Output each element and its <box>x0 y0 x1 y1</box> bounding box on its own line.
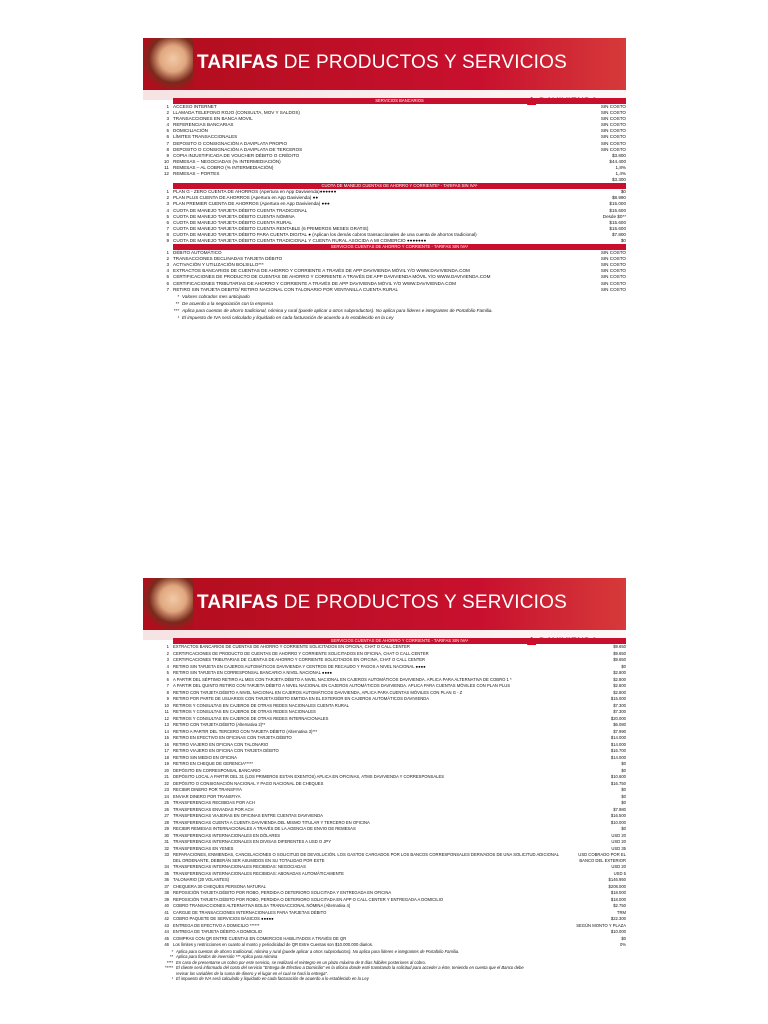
row-description: CERTIFICACIONES TRIBUTARIAS DE CUENTAS DE AHORRO Y CORRIENTE SOLICITADOS EN OFICINA, CHAT O CALL CENTER <box>173 657 426 662</box>
row-description: LÍMITES TRANSACCIONALES <box>173 134 238 140</box>
row-number: 4 <box>166 268 169 274</box>
footnote-marker: *** <box>173 307 179 313</box>
row-description: RETIRO SIN TARJETA EN CORRESPONSAL BANCARIO A NIVEL NACIONAL ●●●● <box>173 670 333 675</box>
row-description: PLAN PREMIER CUENTA DE AHORROS (Apertura en App Davivienda) ●●● <box>173 201 330 207</box>
row-description: CUOTA DE MANEJO TARJETA DÉBITO PARA CUENTA DIGITAL ● (Aplican los demás cobros transaccionales de una cuenta de ahorros tradicional) <box>173 231 477 237</box>
row-number: 6 <box>166 280 169 286</box>
row-value: USD COBRADO POR EL BANCO DEL EXTERIOR <box>578 852 626 863</box>
row-description: REFERENCIAS BANCARIAS <box>173 122 234 128</box>
row-value: SIN COSTO <box>600 116 626 122</box>
tariff-table-2 <box>143 638 626 982</box>
row-description: TRANSFERENCIAS INTERNACIONALES RECIBIDAS: NEGOCIADAS <box>173 864 306 869</box>
row-number: 8 <box>166 146 169 152</box>
row-number: 6 <box>166 134 169 140</box>
row-number: 26 <box>164 806 169 812</box>
row-number: 5 <box>166 213 169 219</box>
row-value: $0 <box>621 793 626 799</box>
header-banner <box>143 578 626 630</box>
row-number: 2 <box>166 110 169 116</box>
row-description: DEPÓSITO LOCAL A PARTIR DEL 31 (LOS PRIMEROS ESTAN EXENTOS) APLICA EN OFICINAS, ATMS DAVIVIENDA Y CORRESPONSALES <box>173 774 445 779</box>
row-description: COBRO TRANSACCIONES ALTERNATIVA BOLSA TRANSACCIONAL NÓMINA (Alternativa 4) <box>173 903 351 908</box>
row-number: 8 <box>166 231 169 237</box>
row-number: 1 <box>166 104 169 109</box>
row-number: 46 <box>164 942 169 947</box>
row-value: TRM <box>616 909 626 915</box>
row-value: $16.700 <box>610 748 626 753</box>
row-description: RETIRO SIN TARJETA DEBITO/ RETIRO NACIONAL CON TALONARIO POR VENTANILLA CUENTA RURAL <box>173 286 399 292</box>
row-number: 25 <box>164 800 169 805</box>
row-description: DEPÓSITO O CONSIGNACIÓN NACIONAL Y PAGO NACIONAL DE CHEQUES <box>173 780 324 786</box>
row-description: A PARTIR DEL QUINTO RETIRO CON TARJETA DÉBITO A NIVEL NACIONAL EN CAJEROS AUTOMÁTICOS DAVIVIENDA. APLICA PARA CUENTAS MÓVILES CON PLAN PLUS <box>173 683 511 688</box>
row-value: $2.750 <box>613 903 626 908</box>
footnote-marker: ***** <box>164 965 173 971</box>
tariff-table-1 <box>143 98 626 321</box>
row-number: 28 <box>164 819 169 825</box>
row-description: DÉBITO AUTOMÁTICO <box>173 250 222 256</box>
row-description: COBRO PAQUETE DE SERVICIOS BÁSICOS ●●●●● <box>173 916 274 921</box>
row-number: 39 <box>164 896 169 902</box>
table-row <box>143 287 626 293</box>
row-number: 23 <box>164 787 169 792</box>
row-description: CUOTA DE MANEJO TARJETA DÉBITO CUENTA TRADICIONAL <box>173 207 308 213</box>
row-description: COMPRAS CON QR ENTRE CUENTAS EN COMERCIOS HABILITADOS A TRAVÉS DE QR <box>173 935 347 941</box>
row-number: 3 <box>166 201 169 207</box>
row-value: Desde $0** <box>602 213 626 219</box>
row-value: $16.500 <box>610 813 626 818</box>
row-description: ENVIAR DINERO POR TRANSFIYA <box>173 793 241 799</box>
row-description: EXTRACTOS BANCARIOS DE CUENTAS DE AHORRO Y CORRIENTE A TRAVÉS DE APP DAVIVIENDA MÓVIL Y/O WWW.DAVIVIENDA.COM <box>173 268 470 274</box>
row-number: 17 <box>164 748 169 753</box>
row-number: 21 <box>164 774 169 779</box>
row-description: ACTIVACIÓN Y UTILIZACIÓN BOLSILLO*** <box>173 262 264 268</box>
row-description: ENTREGA DE TARJETA DÉBITO A DOMICILIO <box>173 929 263 934</box>
row-value: $20.000 <box>610 715 626 721</box>
section-header: SERVICIOS CUENTAS DE AHORRO Y CORRIENTE - TARIFAS SIN IVA¹ <box>173 638 626 644</box>
tariff-page-1 <box>143 38 626 320</box>
footnote-text: Aplica para cuentas de ahorro tradicional, nómina y rural (puede aplicar a otros subproductos). No aplica para líderes e integrantes de Portafolio Familia. <box>182 307 493 313</box>
row-number: 35 <box>164 870 169 876</box>
row-value: $0 <box>621 787 626 792</box>
footnote-marker: ¹ <box>177 314 179 320</box>
footnote-text: El impuesto de IVA será calculado y liquidado en cada facturación de acuerdo a lo establecido en la Ley <box>176 976 369 982</box>
row-description: PLAN PLUS CUENTA DE AHORROS (Apertura en App Davivienda) ●● <box>173 195 319 201</box>
row-number: 32 <box>164 845 169 851</box>
row-description: DEPOSITO O CONSIGNACIÓN A DAVIPLATA DE TERCEROS <box>173 146 303 152</box>
row-description: CUOTA DE MANEJO TARJETA DÉBITO CUENTA NÓMINA <box>173 213 295 219</box>
section-header: SERVICIOS BANCARIOS <box>173 98 626 104</box>
row-description: TRANSFERENCIAS INTERNACIONALES RECIBIDAS: ABONADAS AUTOMÁTICAMENTE <box>173 870 344 876</box>
footnote-text: En caso de presentarse un cobro por este servicio, se realizará el reintegro en un plazo máximo de 8 días hábiles posteriores al cobro. <box>176 959 426 965</box>
row-description: CUOTA DE MANEJO TARJETA DÉBITO CUENTA RENTABLE (6 PRIMEROS MESES GRATIS) <box>173 225 369 231</box>
row-value: 1,4% <box>615 171 626 177</box>
row-description: REMESAS – NEGOCIADAS (% INTERMEDIACIÓN) <box>173 158 281 164</box>
row-value: $18.000 <box>610 890 626 895</box>
row-description: TRANSFERENCIAS EN YENES <box>173 845 234 851</box>
row-value: SIN COSTO <box>600 274 626 280</box>
row-number: 38 <box>164 890 169 895</box>
footnote-text: revisar las variables de la suma de dinero y el lugar en el cual se hará la entrega". <box>176 970 329 976</box>
row-number: 2 <box>166 650 169 656</box>
row-description: Los límites y restricciones en cuanto al monto y periodicidad de QR Entre Cuentas son $10.000.000 diarios. <box>173 942 373 947</box>
footnote-text: Aplica para cuentas de ahorro tradicional, nómina y rural (puede aplicar a otros subproductos). No aplica para líderes e integrantes de Portafolio Familia. <box>176 948 460 954</box>
row-value: $0 <box>621 800 626 805</box>
row-number: 42 <box>164 916 169 921</box>
row-description: REMESAS – PORTES <box>173 171 220 177</box>
row-value: $14.000 <box>610 741 626 747</box>
row-value: SIN COSTO <box>600 140 626 146</box>
footnote-marker: **** <box>166 959 173 965</box>
row-number: 3 <box>166 116 169 122</box>
row-value: $2.800 <box>613 670 626 675</box>
row-description: RETIRO EN EFECTIVO EN OFICINAS CON TARJETA DÉBITO <box>173 735 292 740</box>
row-number: 37 <box>164 883 169 889</box>
row-value: $0 <box>620 189 626 195</box>
row-value: $7.990 <box>613 728 626 734</box>
row-number: 20 <box>164 767 169 773</box>
footnote <box>143 293 626 300</box>
row-value: SIN COSTO <box>600 286 626 292</box>
row-description: RECIBIR REMESAS INTERNACIONALES A TRAVÉS DE LA AGENCIA DE ENVIO DE REMESAS <box>173 826 356 831</box>
row-number: 2 <box>166 195 169 201</box>
row-value: $15.000 <box>609 201 626 207</box>
row-value: USD 20 <box>611 864 626 869</box>
row-description: TRANSACCIONES EN BANCA MOVIL <box>173 116 253 122</box>
row-value: $2.800 <box>613 676 626 682</box>
row-number: 30 <box>164 832 169 838</box>
row-description: TRANSFERENCIAS VIAJERAS EN OFICINAS ENTRE CUENTAS DAVIVIENDA <box>173 813 323 818</box>
row-description: RETIRO A PARTIR DEL TERCERO CON TARJETA DÉBITO (Alternativa 3)*** <box>173 728 318 734</box>
row-number: 33 <box>164 852 169 857</box>
footnote-marker: ** <box>175 300 179 306</box>
row-number: 36 <box>164 877 169 882</box>
row-number: 3 <box>166 657 169 662</box>
section-header: CUOTA DE MANEJO CUENTAS DE AHORRO Y CORRIENTE* - TARIFAS SIN IVA¹ <box>173 183 626 189</box>
row-description: DOMICILIACIÓN <box>173 128 208 134</box>
row-number: 7 <box>166 286 169 292</box>
row-description: TRANSFERENCIAS ENVIADAS POR ACH <box>173 806 254 812</box>
row-description: RETIROS Y CONSULTAS EN CAJEROS DE OTRAS REDES INTERNACIONALES <box>173 715 329 721</box>
row-number: 7 <box>166 225 169 231</box>
row-number: 12 <box>163 171 169 177</box>
row-number: 40 <box>164 903 169 908</box>
row-value: $9.650 <box>613 657 626 662</box>
row-value: $14.000 <box>610 735 626 740</box>
row-description: COPIA INJUSTIFICADA DE VOUCHER DÉBITO O CRÉDITO <box>173 152 300 158</box>
row-number: 22 <box>164 780 169 786</box>
row-value: 1,8% <box>615 164 626 170</box>
row-number: 18 <box>164 754 169 760</box>
row-number: 29 <box>164 826 169 831</box>
row-value: USD 5 <box>613 870 626 876</box>
banner-title: TARIFAS DE PRODUCTOS Y SERVICIOS <box>197 592 567 613</box>
row-value: $15.600 <box>609 207 626 213</box>
row-value: $0 <box>621 826 626 831</box>
row-number: 4 <box>166 122 169 128</box>
row-number: 5 <box>166 128 169 134</box>
row-number: 2 <box>166 256 169 262</box>
row-description: DEPÓSITO EN CORRESPONSAL BANCARIO <box>173 767 261 773</box>
row-value: $8.990 <box>611 195 626 201</box>
row-description: RETIRO SIN MEDIO EN OFICINA <box>173 754 237 760</box>
row-value: $0 <box>621 761 626 766</box>
row-description: RETIROS Y CONSULTAS EN CAJEROS DE OTRAS REDES NACIONALES CUENTA RURAL <box>173 702 349 708</box>
footnote-marker: * <box>177 293 179 299</box>
row-number: 4 <box>166 207 169 213</box>
row-description: RETIRO CON TARJETA DÉBITO (Alternativa 2)** <box>173 722 266 727</box>
row-description: REPARACIONES, ENMIENDAS, CANCELACIONES O SOLICITUD DE DEVOLUCIÓN. LOS GASTOS CARGADOS POR LOS BANCOS CORRESPONSALES DERIVADOS DE UNA SOLICITUD ADICIONAL DEL ORDENANTE, DEBERÁN SER ASUMIDOS EN SU TOTALIDAD POR ESTE <box>173 852 559 863</box>
row-number: 1 <box>166 189 169 195</box>
row-description: RECIBIR DINERO POR TRANSFIYA <box>173 787 242 792</box>
row-value: $0 <box>621 935 626 941</box>
tariff-page-2 <box>143 578 626 982</box>
row-description: CERTIFICACIONES DE PRODUCTO DE CUENTAS DE AHORRO Y CORRIENTE SOLICITADOS EN OFICINA, CHAT O CALL CENTER <box>173 650 429 656</box>
footnote-text: El cliente será informado del costo del servicio "Entrega de Efectivo a Domicilio" en la oficina donde esté tramitando la solicitud para acceder a éste, teniendo en cuenta que el Banco debe <box>176 965 524 971</box>
row-number: 14 <box>164 728 169 734</box>
row-description: EXTRACTOS BANCARIOS DE CUENTAS DE AHORRO Y CORRIENTE SOLICITADOS EN OFICINA, CHAT O CALL CENTER <box>173 644 410 649</box>
row-number: 6 <box>166 676 169 682</box>
row-description: TRANSFERENCIAS CUENTA A CUENTA DAVIVIENDA DEL MISMO TITULAR Y TERCERO EN OFICINA <box>173 819 370 825</box>
row-value: $9.650 <box>613 644 626 649</box>
row-description: TALONARIO (20 VOLANTES) <box>173 877 230 882</box>
row-value: $2.800 <box>613 689 626 695</box>
row-value: USD 20 <box>611 839 626 844</box>
footnote <box>143 976 626 982</box>
row-value: $16.750 <box>610 780 626 786</box>
row-value: $18.000 <box>610 896 626 902</box>
row-value: SIN COSTO <box>600 280 626 286</box>
row-value: SIN COSTO <box>600 128 626 134</box>
row-number: 45 <box>164 935 169 941</box>
row-description: LLAMADA TELEFONO ROJO (CONSULTA, MOV Y SALDOS) <box>173 110 300 116</box>
row-description: RETIROS Y CONSULTAS EN CAJEROS DE OTRAS REDES NACIONALES <box>173 709 316 714</box>
row-number: 11 <box>164 164 169 170</box>
row-description: RETIRO VIAJERO EN OFICINA CON TALONARIO <box>173 741 269 747</box>
row-number: 16 <box>164 741 169 747</box>
row-value: $146.950 <box>608 877 626 882</box>
row-number: 7 <box>166 140 169 146</box>
row-description: PLAN G - ZERO CUENTA DE AHORROS (Apertura en App Davivienda)●●●●●● <box>173 189 337 195</box>
row-value: SIN COSTO <box>600 110 626 116</box>
row-value: SIN COSTO <box>600 134 626 140</box>
row-description: CARGUE DE TRANSACCIONES INTERNACIONALES PARA TARJETAS DÉBITO <box>173 909 327 915</box>
row-value: $10.000 <box>610 929 626 934</box>
footnote-text: Aplica para fondos de inversión *** Aplica para nómina <box>176 954 278 960</box>
row-description: RETIRO VIAJERO EN OFICINA CON TARJETA DÉBITO <box>173 748 279 753</box>
row-description: CHEQUERA 30 CHEQUES PERSONA NATURAL <box>173 883 267 889</box>
row-number: 9 <box>166 152 169 158</box>
row-value: SIN COSTO <box>600 256 626 262</box>
footnote-marker: * <box>171 948 173 954</box>
row-number: 4 <box>166 663 169 669</box>
row-description: ACCESO INTERNET <box>173 104 217 109</box>
row-description: TRANSFERENCIAS RECIBIDAS POR ACH <box>173 800 255 805</box>
row-value: $0 <box>620 237 626 243</box>
row-description: CERTIFICACIONES DE PRODUCTO DE CUENTAS DE AHORRO Y CORRIENTE A TRAVÉS DE APP DAVIVIENDA MÓVIL Y/O WWW.DAVIVIENDA.COM <box>173 274 491 280</box>
row-value: $0 <box>621 663 626 669</box>
row-value: $208.000 <box>608 883 626 889</box>
header-banner <box>143 38 626 90</box>
row-description: REPOSICIÓN TARJETA DÉBITO POR ROBO, PERDIDA O DETERIORO SOLICITADA EN APP O CALL CENTER Y ENTREGADA A DOMICILIO <box>173 896 444 902</box>
row-number: 44 <box>164 929 169 934</box>
row-number: 10 <box>164 702 169 708</box>
row-value: $15.600 <box>609 219 626 225</box>
row-value: $3.300 <box>611 177 626 183</box>
row-number: 24 <box>164 793 169 799</box>
row-description: REPOSICIÓN TARJETA DÉBITO POR ROBO, PERDIDA O DETERIORO SOLICITADA Y ENTREGADA EN OFICINA <box>173 890 392 895</box>
row-value: SIN COSTO <box>600 250 626 256</box>
row-value: $7.300 <box>613 702 626 708</box>
row-value: $10.000 <box>610 819 626 825</box>
row-description: REMESAS – AL COBRO (% INTERMEDIACIÓN) <box>173 164 274 170</box>
row-description: TRANSFERENCIAS INTERNACIONALES EN DÓLARES <box>173 832 281 838</box>
row-description: TRANSFERENCIAS INTERNACIONALES EN DIVISAS DIFERENTES A USD O JPY <box>173 839 331 844</box>
footnote-text: Valores cobrados mes anticipado <box>182 293 250 299</box>
banner-title: TARIFAS DE PRODUCTOS Y SERVICIOS <box>197 52 567 73</box>
section-header: SERVICIOS CUENTAS DE AHORRO Y CORRIENTE - TARIFAS SIN IVA¹ <box>173 244 626 250</box>
row-value: $10.600 <box>610 774 626 779</box>
row-value: USD 35 <box>611 845 626 851</box>
row-value: SEGÚN MONTO Y PLAZA <box>576 922 626 928</box>
row-number: 10 <box>163 158 169 164</box>
row-value: $0 <box>621 767 626 773</box>
model-photo <box>143 38 193 90</box>
row-value: $9.650 <box>613 650 626 656</box>
row-number: 9 <box>166 696 169 701</box>
row-number: 5 <box>166 274 169 280</box>
row-description: TRANSACCIONES DECLINADAS TARJETA DÉBITO <box>173 256 283 262</box>
row-value: $15.000 <box>610 696 626 701</box>
row-number: 31 <box>164 839 169 844</box>
row-description: ENTREGA DE EFECTIVO A DOMICILIO ****** <box>173 922 260 928</box>
row-value: SIN COSTO <box>600 146 626 152</box>
row-number: 13 <box>164 722 169 727</box>
row-number: 41 <box>164 909 169 915</box>
footnote-marker: ** <box>169 954 173 960</box>
row-number: 27 <box>164 813 169 818</box>
row-number: 43 <box>164 922 169 928</box>
row-description: DEPOSITO O CONSIGNACIÓN A DAVIPLATA PROPIO <box>173 140 288 146</box>
row-value: $22.300 <box>610 916 626 921</box>
row-value: $7.300 <box>613 709 626 714</box>
row-number: 19 <box>164 761 169 766</box>
footnote <box>143 300 626 307</box>
row-value: SIN COSTO <box>600 122 626 128</box>
row-description: RETIRO SIN TARJETA EN CAJEROS AUTOMÁTICOS DAVIVIENDA Y CENTROS DE RECAUDO Y PAGOS A NIVEL NACIONAL ●●●● <box>173 663 426 669</box>
row-number: 9 <box>166 237 169 243</box>
table-row <box>143 852 626 864</box>
row-value: $6.080 <box>613 722 626 727</box>
row-number: 8 <box>166 689 169 695</box>
row-number: 34 <box>164 864 169 869</box>
row-value: SIN COSTO <box>600 262 626 268</box>
footnote <box>143 307 626 314</box>
row-description: RETIRO POR PARTE DE USUARIOS CON TARJETA DÉBITO EMITIDA EN EL EXTERIOR EN CAJEROS AUTOMÁTICOS DAVIVIENDA <box>173 696 430 701</box>
row-description: CERTIFICACIONES TRIBUTARIAS DE AHORRO Y CORRIENTE A TRAVÉS DE APP DAVIVIENDA MÓVIL Y/O WWW.DAVIVIENDA.COM <box>173 280 456 286</box>
row-value: 0% <box>619 942 626 947</box>
footnote-marker: ¹ <box>171 976 173 982</box>
row-number: 3 <box>166 262 169 268</box>
footnote-text: De acuerdo a la negociación con la empresa <box>182 300 273 306</box>
row-number: 1 <box>166 250 169 256</box>
row-number: 6 <box>166 219 169 225</box>
row-number <box>143 177 173 183</box>
row-description: CUOTA DE MANEJO TARJETA DÉBITO CUENTA TRADICIONAL Y CUENTA RURAL ASOCIDA A MI COMERCIO ●●●●●●● <box>173 237 427 243</box>
model-photo <box>143 578 193 630</box>
row-value: $7.800 <box>611 231 626 237</box>
row-number: 1 <box>166 644 169 649</box>
row-value: $2.800 <box>613 683 626 688</box>
row-number: 7 <box>166 683 169 688</box>
row-number: 5 <box>166 670 169 675</box>
row-number: 15 <box>164 735 169 740</box>
row-value: $14.000 <box>610 754 626 760</box>
row-description: CUOTA DE MANEJO TARJETA DÉBITO CUENTA RURAL <box>173 219 292 225</box>
row-value: $7.980 <box>613 806 626 812</box>
row-value: SIN COSTO <box>600 268 626 274</box>
row-value: USD 20 <box>611 832 626 838</box>
row-description: A PARTIR DEL SÉPTIMO RETIRO AL MES CON TARJETA DÉBITO A NIVEL NACIONAL EN CAJEROS AUTOMÁTICOS DAVIVIENDA. APLICA PARA ALTERNATIVA DE COBRO 1 * <box>173 676 512 682</box>
row-value: $3.800 <box>611 152 626 158</box>
footnote-text: El impuesto de IVA será calculado y liquidado en cada facturación de acuerdo a lo establecido en la Ley <box>182 314 394 320</box>
row-value: $15.600 <box>609 225 626 231</box>
footnote <box>143 314 626 321</box>
row-number: 11 <box>164 709 169 714</box>
row-description: RETIRO EN CHEQUE DE GERENCIA***** <box>173 761 254 766</box>
row-value: SIN COSTO <box>600 104 626 109</box>
row-number: 12 <box>164 715 169 721</box>
row-value: $44.400 <box>609 158 626 164</box>
row-description: RETIRO CON TARJETA DÉBITO A NIVEL NACIONAL EN CAJEROS AUTOMÁTICOS DAVIVIENDA, APLICA PARA CUENTAS MÓVILES CON PLAN G - Z <box>173 689 463 695</box>
